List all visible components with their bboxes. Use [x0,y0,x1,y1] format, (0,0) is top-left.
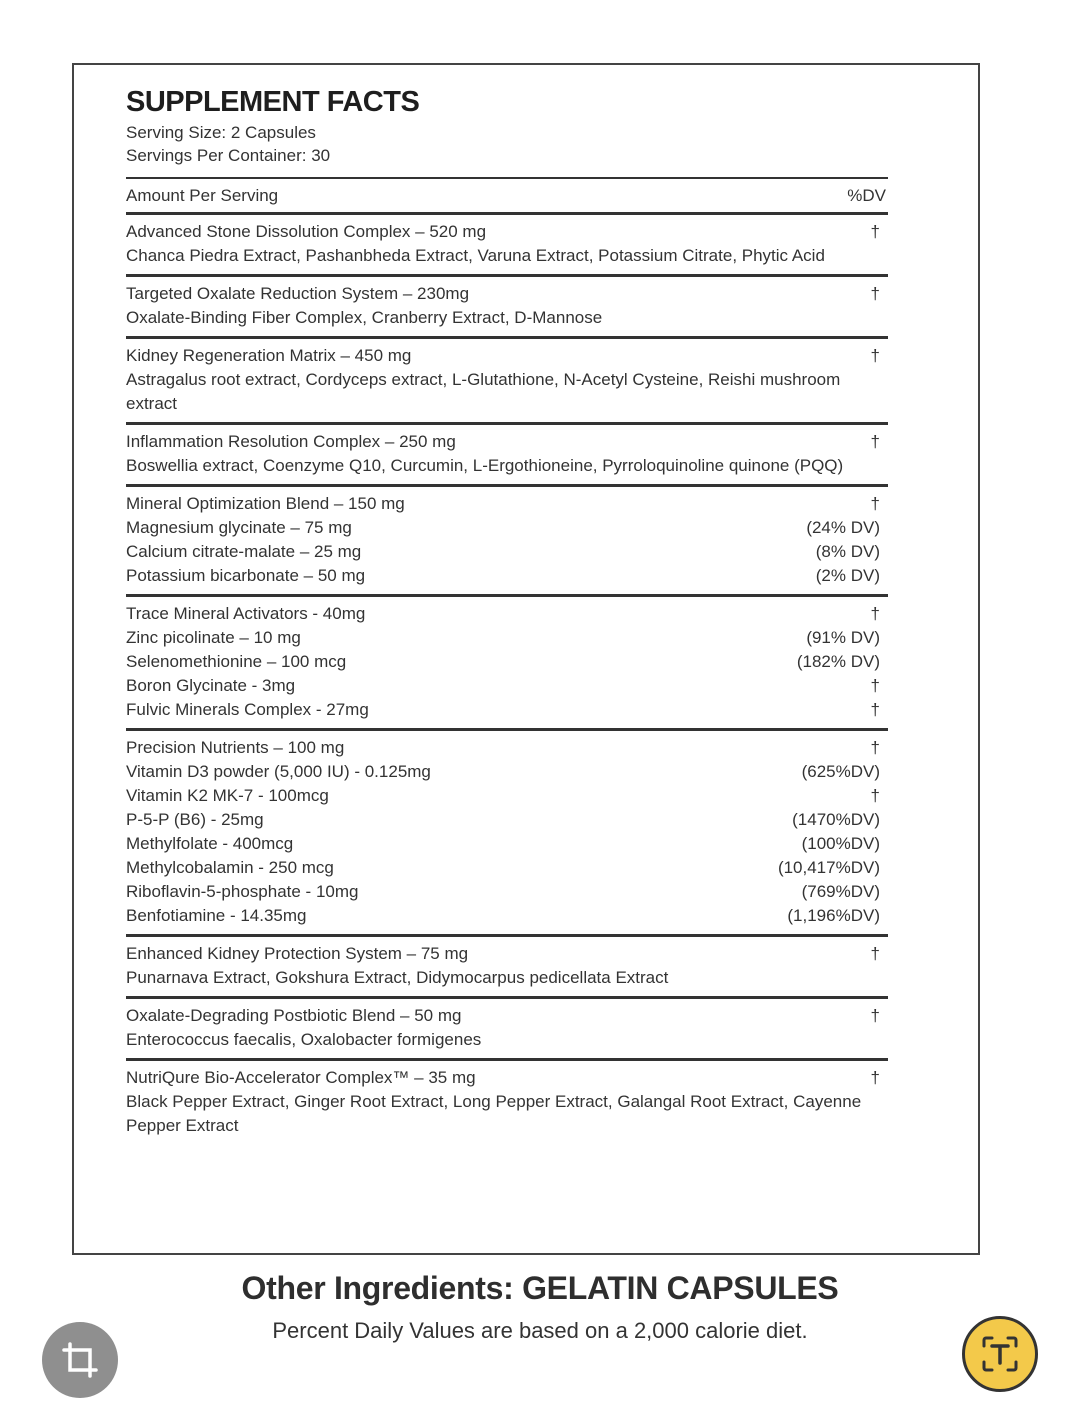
blend-ingredients: Black Pepper Extract, Ginger Root Extract, Long Pepper Extract, Galangal Root Extract, Cayenne Pepper Extract [126,1092,862,1135]
ingredient-dv: † [870,346,880,365]
other-ingredients: Other Ingredients: GELATIN CAPSULES [241,1270,839,1306]
ingredient-section [126,1061,888,1144]
blend-ingredients: Boswellia extract, Coenzyme Q10, Curcumin, L-Ergothioneine, Pyrroloquinoline quinone (PQQ) [126,456,844,475]
ingredient-dv: † [870,222,880,241]
ingredient-row [126,856,888,880]
blend-row [126,1066,888,1090]
blend-ingredients: Punarnava Extract, Gokshura Extract, Didymocarpus pedicellata Extract [126,968,669,987]
blend-row [126,602,888,626]
ingredient-row [126,540,888,564]
ingredient-dv: (100%DV) [801,834,880,853]
ingredient-dv: † [870,1068,880,1087]
ingredient-dv: † [870,432,880,451]
supplement-facts-content [126,83,888,1144]
ingredient-dv: † [870,1006,880,1025]
ingredient-row [126,626,888,650]
servings-per-container: Servings Per Container: 30 [126,146,331,165]
ingredient-dv: (8% DV) [815,542,880,561]
daily-value-note: Percent Daily Values are based on a 2,000 calorie diet. [272,1318,808,1343]
ingredient-section [126,277,888,339]
serving-size: Serving Size: 2 Capsules [126,123,316,142]
blend-ingredients: Enterococcus faecalis, Oxalobacter formigenes [126,1030,482,1049]
ingredient-dv: (182% DV) [796,652,880,671]
ingredient-row [126,832,888,856]
ingredient-section [126,597,888,731]
facts-title: SUPPLEMENT FACTS [126,86,420,118]
ingredient-row [126,904,888,928]
ingredient-name: Methylcobalamin - 250 mcg [126,858,334,877]
ingredient-name: Vitamin K2 MK-7 - 100mcg [126,786,329,805]
ingredient-name: Calcium citrate-malate – 25 mg [126,542,362,561]
ingredient-name: Kidney Regeneration Matrix – 450 mg [126,346,412,365]
ingredient-dv: † [870,676,880,695]
crop-button[interactable] [42,1322,118,1398]
ingredient-section [126,999,888,1061]
ingredient-dv: (625%DV) [801,762,880,781]
ingredient-name: Precision Nutrients – 100 mg [126,738,345,757]
ingredient-section [126,487,888,597]
blend-row [126,942,888,966]
ingredient-row [126,784,888,808]
ingredient-name: Zinc picolinate – 10 mg [126,628,301,647]
crop-icon [60,1340,100,1380]
blend-ingredients: Oxalate-Binding Fiber Complex, Cranberry Extract, D-Mannose [126,308,603,327]
text-scan-icon [978,1332,1022,1376]
ingredient-name: P-5-P (B6) - 25mg [126,810,264,829]
ingredient-dv: (91% DV) [806,628,880,647]
ingredient-name: Vitamin D3 powder (5,000 IU) - 0.125mg [126,762,431,781]
blend-row [126,282,888,306]
ingredient-name: Selenomethionine – 100 mcg [126,652,347,671]
ingredient-name: Oxalate-Degrading Postbiotic Blend – 50 mg [126,1006,462,1025]
ingredient-dv: † [870,494,880,513]
ingredient-dv: (24% DV) [806,518,880,537]
ingredient-row [126,516,888,540]
ingredient-dv: † [870,604,880,623]
amount-per-serving-label: Amount Per Serving [126,186,279,205]
ingredient-row [126,674,888,698]
amount-header-row [126,177,888,215]
blend-row [126,220,888,244]
ingredient-row [126,808,888,832]
blend-ingredients: Astragalus root extract, Cordyceps extract, L-Glutathione, N-Acetyl Cysteine, Reishi mushroom extract [126,370,841,413]
blend-row [126,430,888,454]
ingredient-dv: † [870,786,880,805]
ingredient-row [126,760,888,784]
ingredient-dv: (1470%DV) [792,810,880,829]
ingredient-name: Mineral Optimization Blend – 150 mg [126,494,405,513]
ingredient-name: NutriQure Bio-Accelerator Complex™ – 35 mg [126,1068,476,1087]
ingredient-row [126,698,888,722]
blend-row [126,1004,888,1028]
ingredient-name: Methylfolate - 400mcg [126,834,294,853]
blend-ingredients: Chanca Piedra Extract, Pashanbheda Extract, Varuna Extract, Potassium Citrate, Phytic Acid [126,246,825,265]
ingredient-name: Riboflavin-5-phosphate - 10mg [126,882,359,901]
ingredient-name: Potassium bicarbonate – 50 mg [126,566,366,585]
ingredient-section [126,425,888,487]
ingredient-row [126,650,888,674]
ingredient-row [126,880,888,904]
blend-row [126,492,888,516]
supplement-facts-panel [72,63,980,1255]
ingredient-name: Enhanced Kidney Protection System – 75 mg [126,944,469,963]
ingredient-dv: (769%DV) [801,882,880,901]
ingredient-dv: (10,417%DV) [777,858,880,877]
ingredient-name: Benfotiamine - 14.35mg [126,906,307,925]
ingredient-dv: † [870,944,880,963]
ingredient-sections [126,215,888,1144]
ingredient-dv: (1,196%DV) [787,906,880,925]
ingredient-section [126,215,888,277]
ingredient-name: Boron Glycinate - 3mg [126,676,296,695]
ingredient-section [126,731,888,937]
dv-header-label: %DV [847,186,886,205]
text-scan-button[interactable] [962,1316,1038,1392]
ingredient-name: Fulvic Minerals Complex - 27mg [126,700,369,719]
ingredient-name: Targeted Oxalate Reduction System – 230mg [126,284,470,303]
blend-row [126,344,888,368]
ingredient-row [126,564,888,588]
ingredient-name: Inflammation Resolution Complex – 250 mg [126,432,456,451]
ingredient-name: Magnesium glycinate – 75 mg [126,518,352,537]
ingredient-dv: † [870,738,880,757]
ingredient-name: Advanced Stone Dissolution Complex – 520 mg [126,222,487,241]
blend-row [126,736,888,760]
ingredient-dv: † [870,700,880,719]
ingredient-section [126,339,888,425]
ingredient-name: Trace Mineral Activators - 40mg [126,604,366,623]
ingredient-dv: (2% DV) [815,566,880,585]
ingredient-section [126,937,888,999]
ingredient-dv: † [870,284,880,303]
